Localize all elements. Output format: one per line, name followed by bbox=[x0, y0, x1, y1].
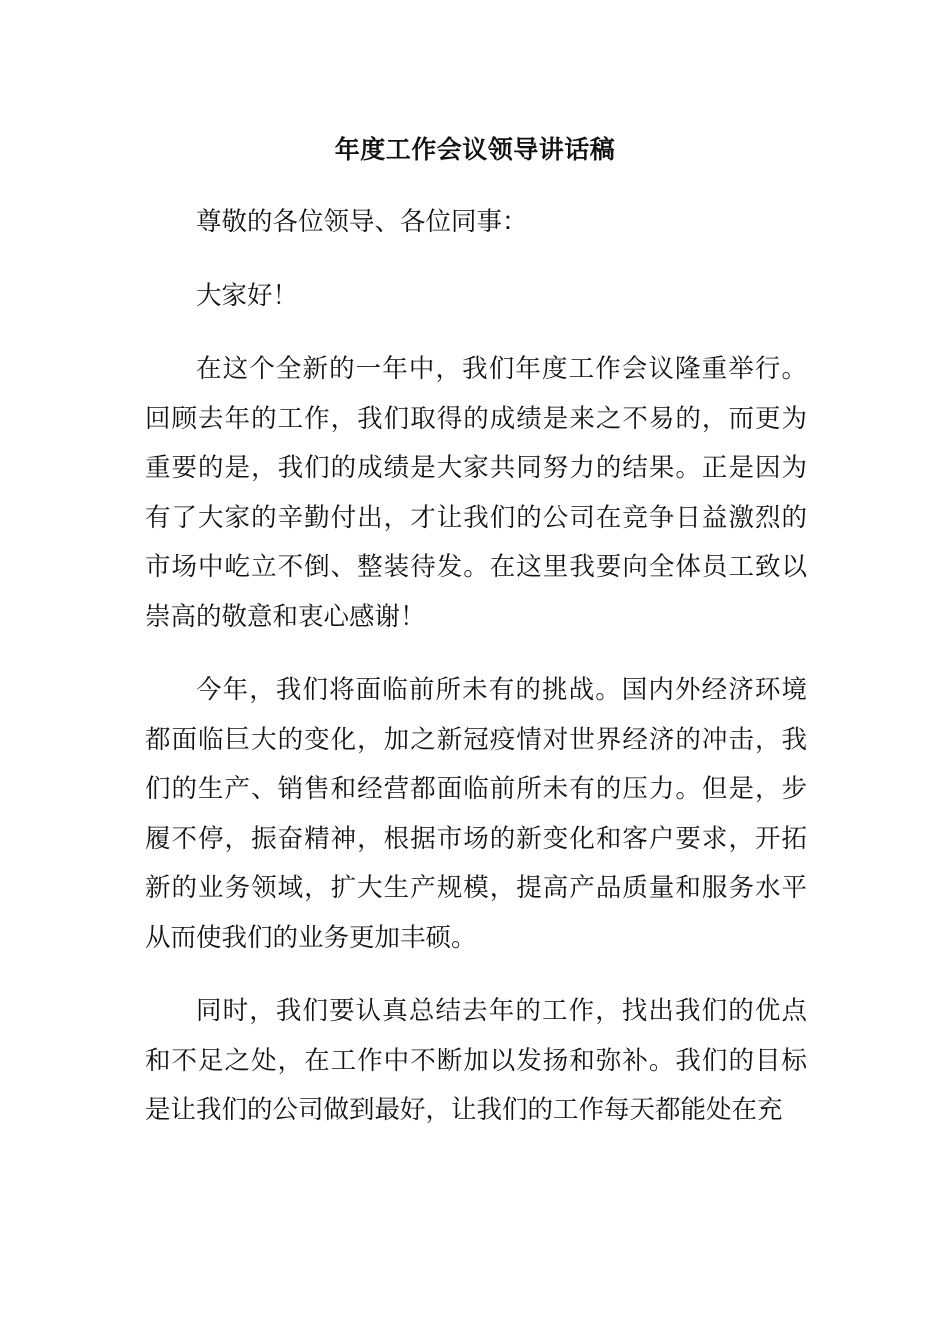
body-paragraph: 今年，我们将面临前所未有的挑战。国内外经济环境都面临巨大的变化，加之新冠疫情对世界经济的冲击，我们的生产、销售和经营都面临前所未有的压力。但是，步履不停，振奋精神，根据市场的新变化和客户要求，开拓新的业务领域，扩大生产规模，提高产品质量和服务水平从而使我们的业务更加丰硕。 bbox=[145, 675, 807, 953]
body-paragraph: 在这个全新的一年中，我们年度工作会议隆重举行。回顾去年的工作，我们取得的成绩是来之不易的，而更为重要的是，我们的成绩是大家共同努力的结果。正是因为有了大家的辛勤付出，才让我们的公司在竞争日益激烈的市场中屹立不倒、整装待发。在这里我要向全体员工致以崇高的敬意和衷心感谢！ bbox=[145, 354, 807, 632]
body-paragraph: 同时，我们要认真总结去年的工作，找出我们的优点和不足之处，在工作中不断加以发扬和弥补。我们的目标是让我们的公司做到最好，让我们的工作每天都能处在充 bbox=[145, 996, 807, 1125]
greeting-paragraph: 尊敬的各位领导、各位同事： bbox=[196, 207, 528, 237]
document-body bbox=[145, 198, 807, 1136]
salutation-paragraph: 大家好！ bbox=[196, 280, 299, 311]
document-title: 年度工作会议领导讲话稿 bbox=[334, 135, 616, 164]
